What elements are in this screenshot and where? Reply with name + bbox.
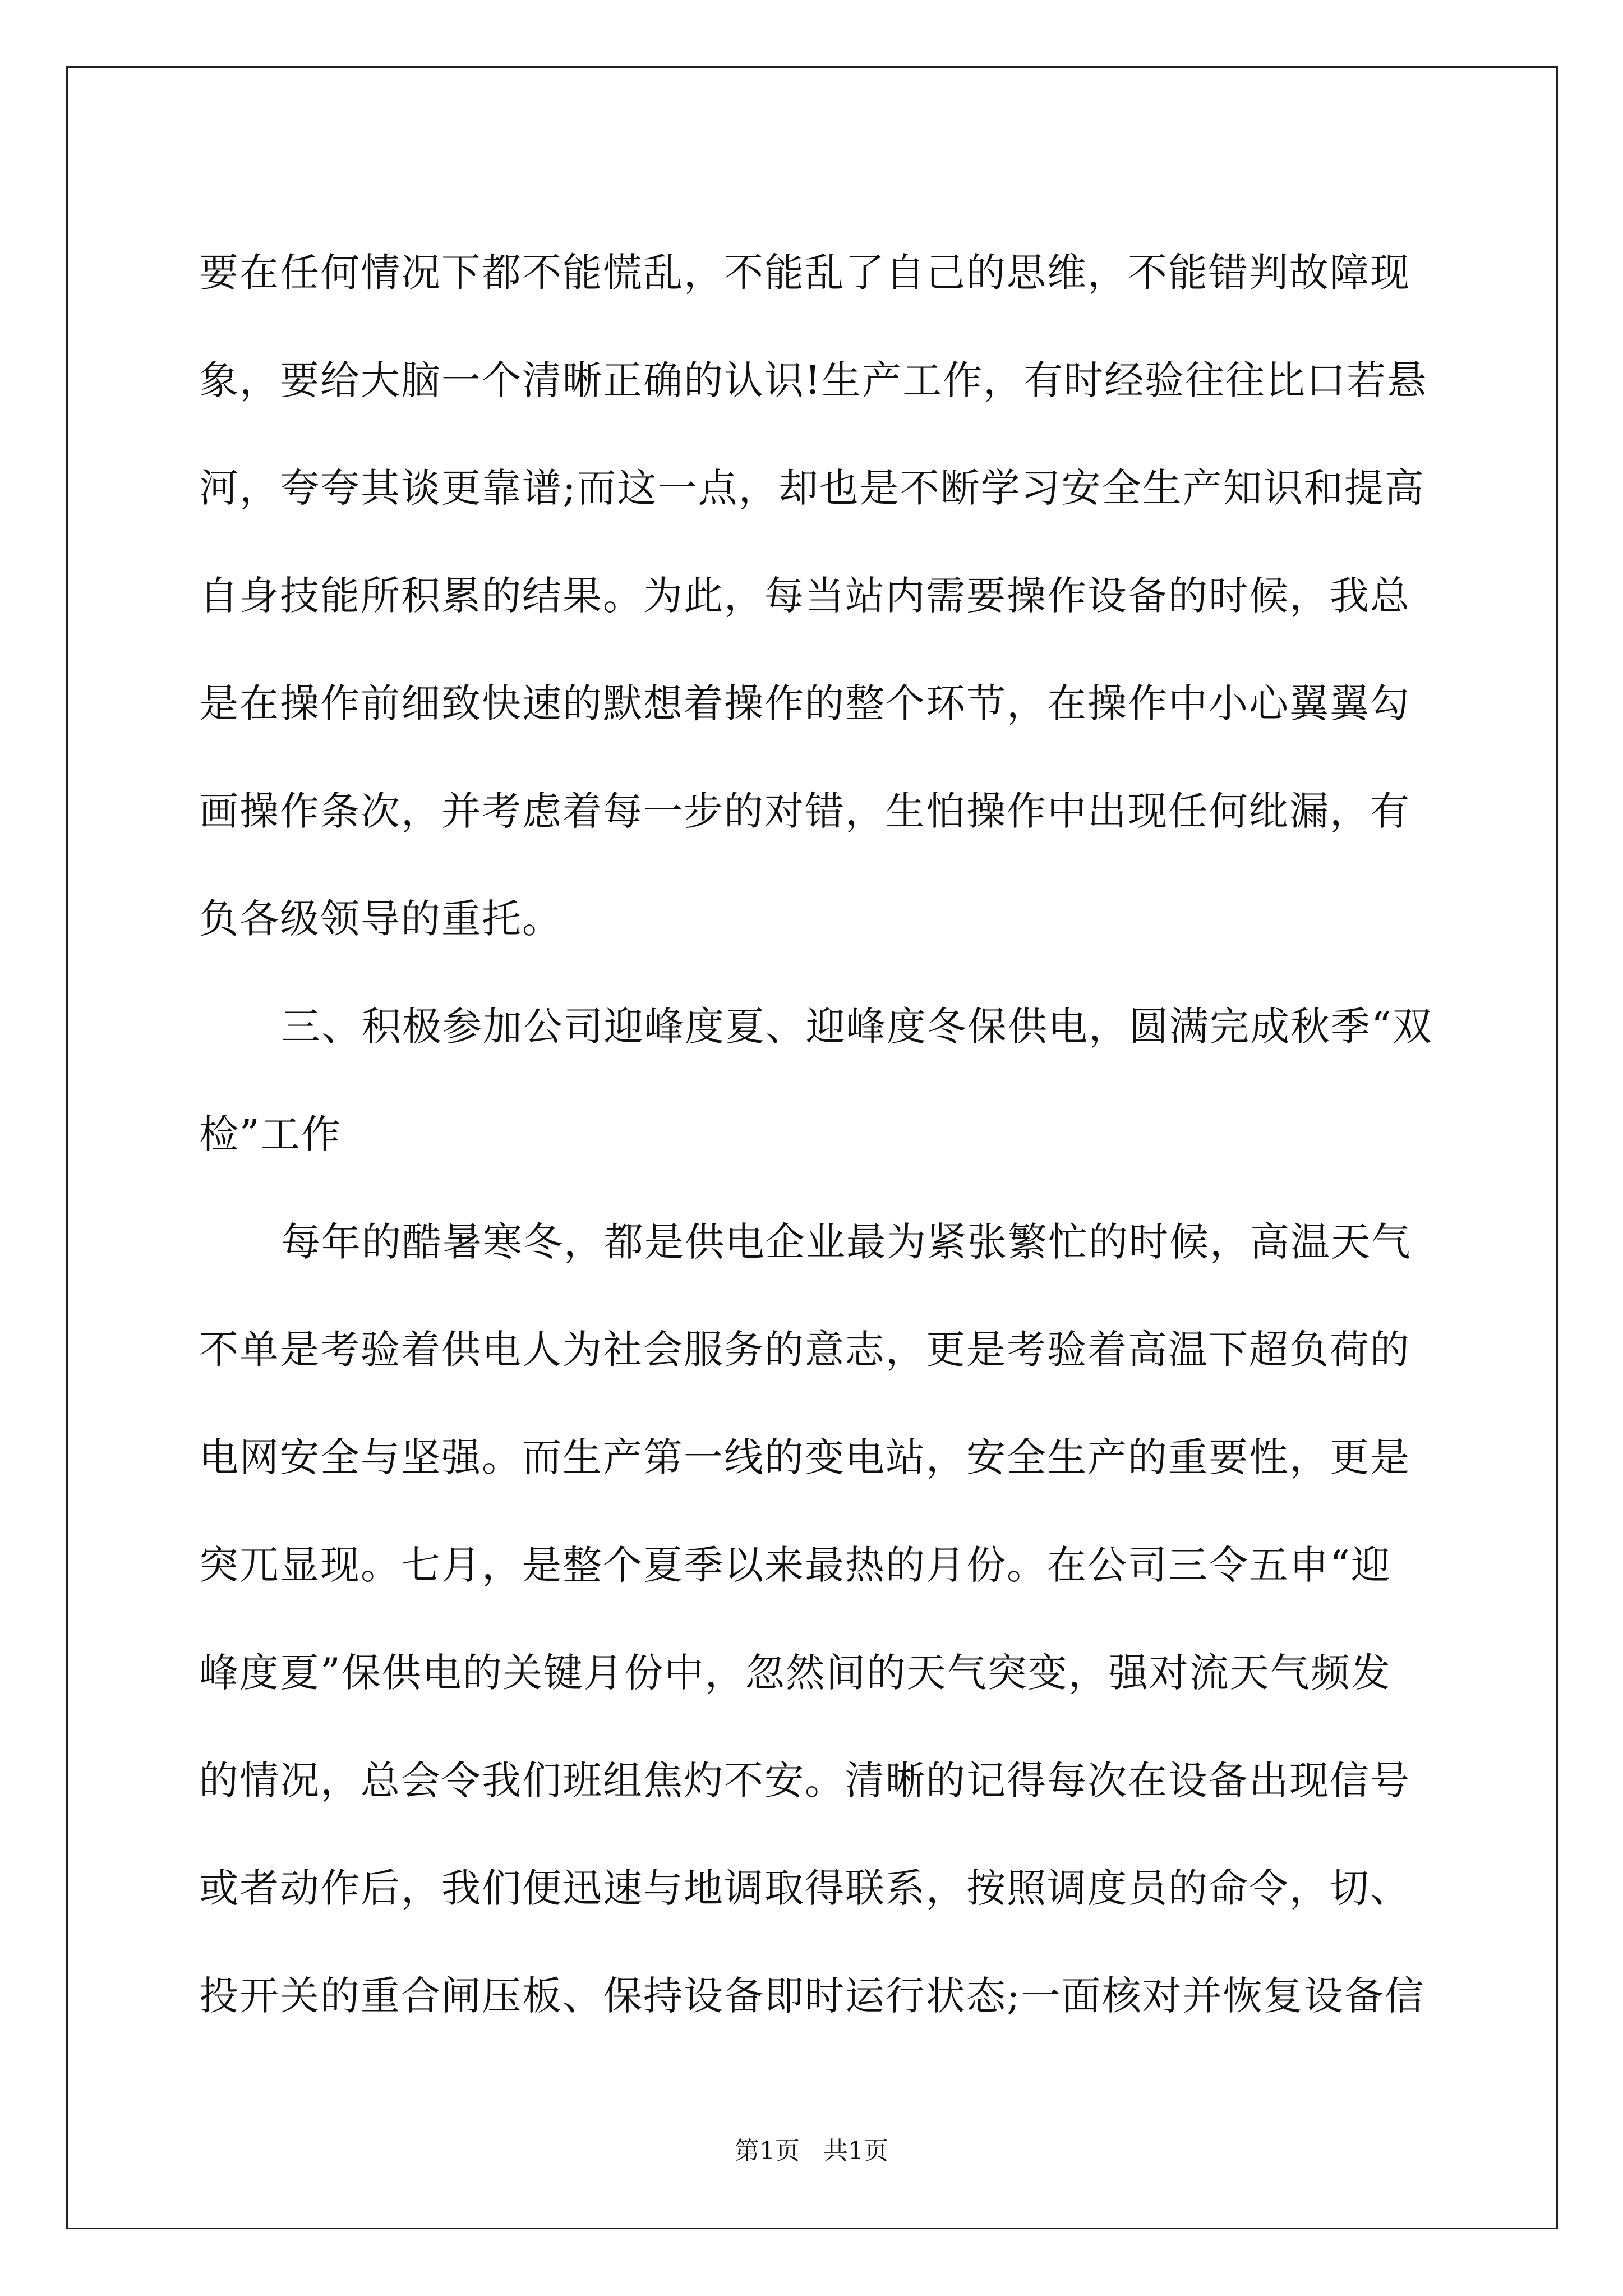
page-number: 第1页 共1页 <box>735 2137 888 2165</box>
text-line: 不单是考验着供电人为社会服务的意志，更是考验着高温下超负荷的 <box>199 1327 1410 1373</box>
document-body <box>199 219 1433 2050</box>
text-line: 负各级领导的重托。 <box>199 896 562 942</box>
text-line: 画操作条次，并考虑着每一步的对错，生怕操作中出现任何纰漏，有 <box>199 788 1410 834</box>
text-line: 是在操作前细致快速的默想着操作的整个环节，在操作中小心翼翼勾 <box>199 680 1410 726</box>
text-line: 或者动作后，我们便迅速与地调取得联系，按照调度员的命令，切、 <box>199 1865 1410 1911</box>
text-line: 自身技能所积累的结果。为此，每当站内需要操作设备的时候，我总 <box>199 573 1410 619</box>
text-line: 象，要给大脑一个清晰正确的认识!生产工作，有时经验往往比口若悬 <box>199 357 1428 403</box>
text-line: 要在任何情况下都不能慌乱，不能乱了自己的思维，不能错判故障现 <box>199 250 1410 296</box>
text-line: 的情况，总会令我们班组焦灼不安。清晰的记得每次在设备出现信号 <box>199 1757 1410 1803</box>
text-line: 投开关的重合闸压板、保持设备即时运行状态;一面核对并恢复设备信 <box>199 1973 1425 2019</box>
text-line: 突兀显现。七月，是整个夏季以来最热的月份。在公司三令五申“迎 <box>199 1542 1391 1588</box>
text-line: 峰度夏”保供电的关键月份中，忽然间的天气突变，强对流天气频发 <box>199 1650 1391 1696</box>
text-line: 电网安全与坚强。而生产第一线的变电站，安全生产的重要性，更是 <box>199 1434 1410 1480</box>
section-heading-line: 三、积极参加公司迎峰度夏、迎峰度冬保供电，圆满完成秋季“双 <box>281 1004 1433 1050</box>
text-line: 每年的酷暑寒冬，都是供电企业最为紧张繁忙的时候，高温天气 <box>281 1219 1412 1265</box>
text-line: 河，夸夸其谈更靠谱;而这一点，却也是不断学习安全生产知识和提高 <box>199 465 1425 511</box>
section-heading-line: 检”工作 <box>199 1111 342 1157</box>
